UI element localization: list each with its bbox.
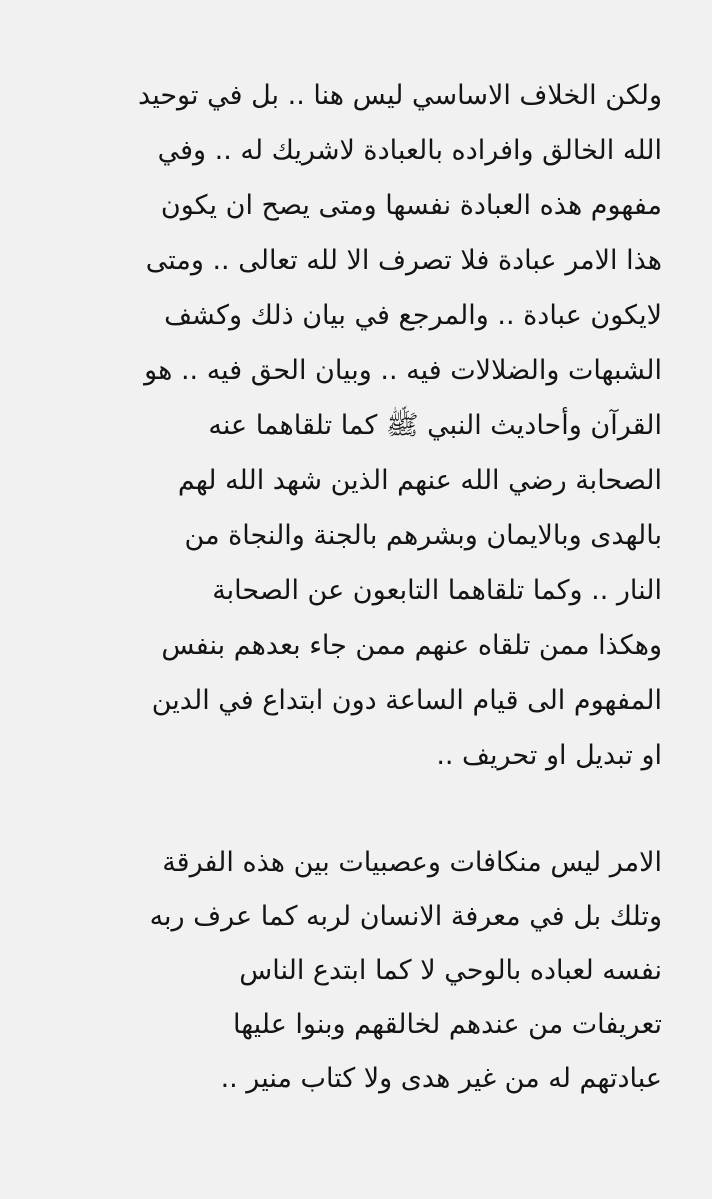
text-line: عبادتهم له من غير هدى ولا كتاب منير ..	[220, 1063, 662, 1094]
text-line: وهكذا ممن تلقاه عنهم ممن جاء بعدهم بنفس	[161, 630, 662, 661]
text-line: القرآن وأحاديث النبي ﷺ كما تلقاهما عنه	[208, 410, 662, 441]
text-line: ولكن الخلاف الاساسي ليس هنا .. بل في توحيد	[138, 80, 662, 111]
text-line: الله الخالق وافراده بالعبادة لاشريك له .. وفي	[157, 135, 662, 166]
text-line: نفسه لعباده بالوحي لا كما ابتدع الناس	[239, 955, 662, 986]
text-line: النار .. وكما تلقاهما التابعون عن الصحابة	[212, 575, 662, 606]
text-line: المفهوم الى قيام الساعة دون ابتداع في الدين	[151, 685, 662, 716]
paragraph-2	[42, 836, 662, 1106]
text-line: بالهدى وبالايمان وبشرهم بالجنة والنجاة من	[184, 520, 662, 551]
text-line: مفهوم هذه العبادة نفسها ومتى يصح ان يكون	[160, 190, 662, 221]
text-line: الامر ليس منكافات وعصبيات بين هذه الفرقة	[162, 847, 662, 878]
text-line: الصحابة رضي الله عنهم الذين شهد الله لهم	[177, 465, 662, 496]
text-line: تعريفات من عندهم لخالقهم وبنوا عليها	[232, 1009, 662, 1040]
text-line: لايكون عبادة .. والمرجع في بيان ذلك وكشف	[164, 300, 662, 331]
text-line: وتلك بل في معرفة الانسان لربه كما عرف ربه	[149, 901, 662, 932]
text-line: هذا الامر عبادة فلا تصرف الا لله تعالى .. ومتى	[145, 245, 662, 276]
text-line: الشبهات والضلالات فيه .. وبيان الحق فيه .. هو	[144, 355, 662, 386]
paragraph-1	[42, 68, 662, 783]
text-line: او تبديل او تحريف ..	[436, 740, 662, 771]
